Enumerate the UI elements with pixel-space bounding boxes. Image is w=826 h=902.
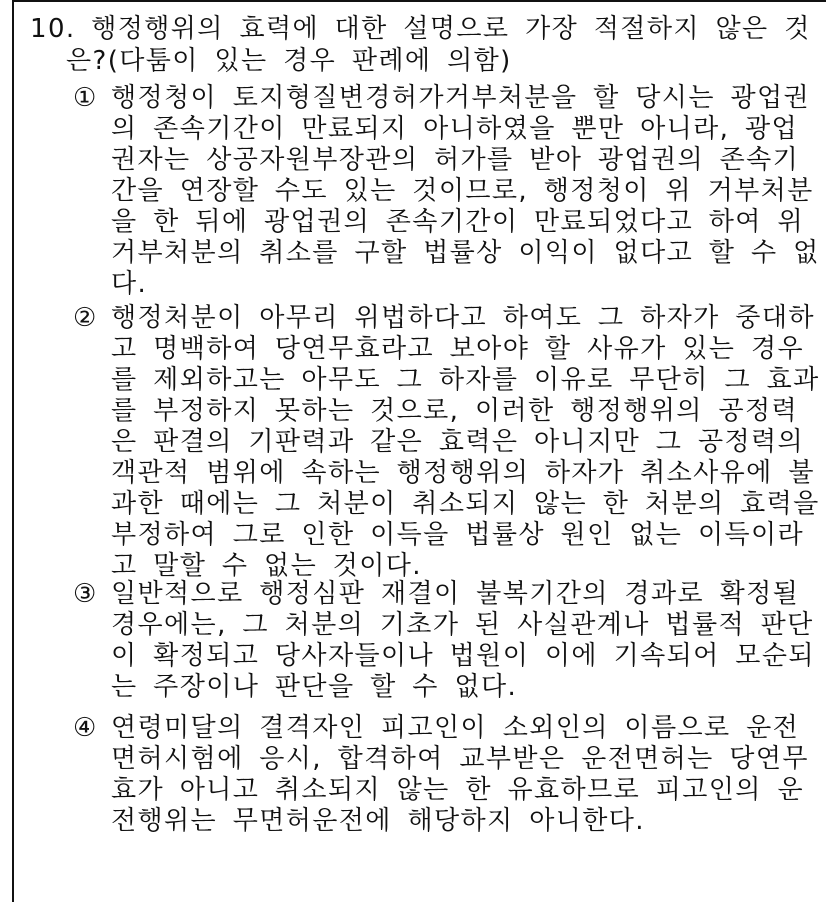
option-2-line: 과한 때에는 그 처분이 취소되지 않는 한 처분의 효력을 xyxy=(111,489,820,519)
option-1-line: 을 한 뒤에 광업권의 존속기간이 만료되었다고 하여 위 xyxy=(111,207,805,237)
option-3-line: 이 확정되고 당사자들이나 법원이 이에 기속되어 모순되 xyxy=(111,641,815,671)
option-4-line: 면허시험에 응시, 합격하여 교부받은 운전면허는 당연무 xyxy=(111,744,809,774)
question-line: 10. 행정행위의 효력에 대한 설명으로 가장 적절하지 않은 것 xyxy=(30,14,811,44)
option-1-line: 의 존속기간이 만료되지 아니하였을 뿐만 아니라, 광업 xyxy=(111,114,799,144)
option-4-line: 연령미달의 결격자인 피고인이 소외인의 이름으로 운전 xyxy=(111,713,800,743)
option-2-line: 은 판결의 기판력과 같은 효력은 아니지만 그 공정력의 xyxy=(111,427,805,457)
option-1-line: 간을 연장할 수도 있는 것이므로, 행정청이 위 거부처분 xyxy=(111,176,814,206)
option-marker-1[interactable]: ① xyxy=(73,83,98,113)
option-marker-4[interactable]: ④ xyxy=(73,713,98,743)
option-2-line: 객관적 범위에 속하는 행정행위의 하자가 취소사유에 불 xyxy=(111,458,815,488)
option-2-line: 를 부정하지 못하는 것으로, 이러한 행정행위의 공정력 xyxy=(111,396,799,426)
option-2-line: 행정처분이 아무리 위법하다고 하여도 그 하자가 중대하 xyxy=(111,303,815,333)
option-3-line: 일반적으로 행정심판 재결이 불복기간의 경과로 확정될 xyxy=(111,579,800,609)
option-1-line: 다. xyxy=(111,269,148,299)
option-4-line: 전행위는 무면허운전에 해당하지 아니한다. xyxy=(111,806,645,836)
option-3-line: 는 주장이나 판단을 할 수 없다. xyxy=(111,672,518,702)
option-2-line: 고 명백하여 당연무효라고 보아야 할 사유가 있는 경우 xyxy=(111,334,805,364)
option-2-line: 부정하여 그로 인한 이득을 법률상 원인 없는 이득이라 xyxy=(111,520,805,550)
option-1-line: 권자는 상공자원부장관의 허가를 받아 광업권의 존속기 xyxy=(111,145,800,175)
option-4-line: 효가 아니고 취소되지 않는 한 유효하므로 피고인의 운 xyxy=(111,775,805,805)
option-marker-3[interactable]: ③ xyxy=(73,579,98,609)
option-1-line: 행정청이 토지형질변경허가거부처분을 할 당시는 광업권 xyxy=(111,83,811,113)
option-2-line: 고 말할 수 없는 것이다. xyxy=(111,551,422,581)
option-marker-2[interactable]: ② xyxy=(73,303,98,333)
option-3-line: 경우에는, 그 처분의 기초가 된 사실관계나 법률적 판단 xyxy=(111,610,814,640)
option-2-line: 를 제외하고는 아무도 그 하자를 이유로 무단히 그 효과 xyxy=(111,365,820,395)
question-line: 은?(다툼이 있는 경우 판례에 의함) xyxy=(66,46,512,76)
option-1-line: 거부처분의 취소를 구할 법률상 이익이 없다고 할 수 없 xyxy=(111,238,820,268)
